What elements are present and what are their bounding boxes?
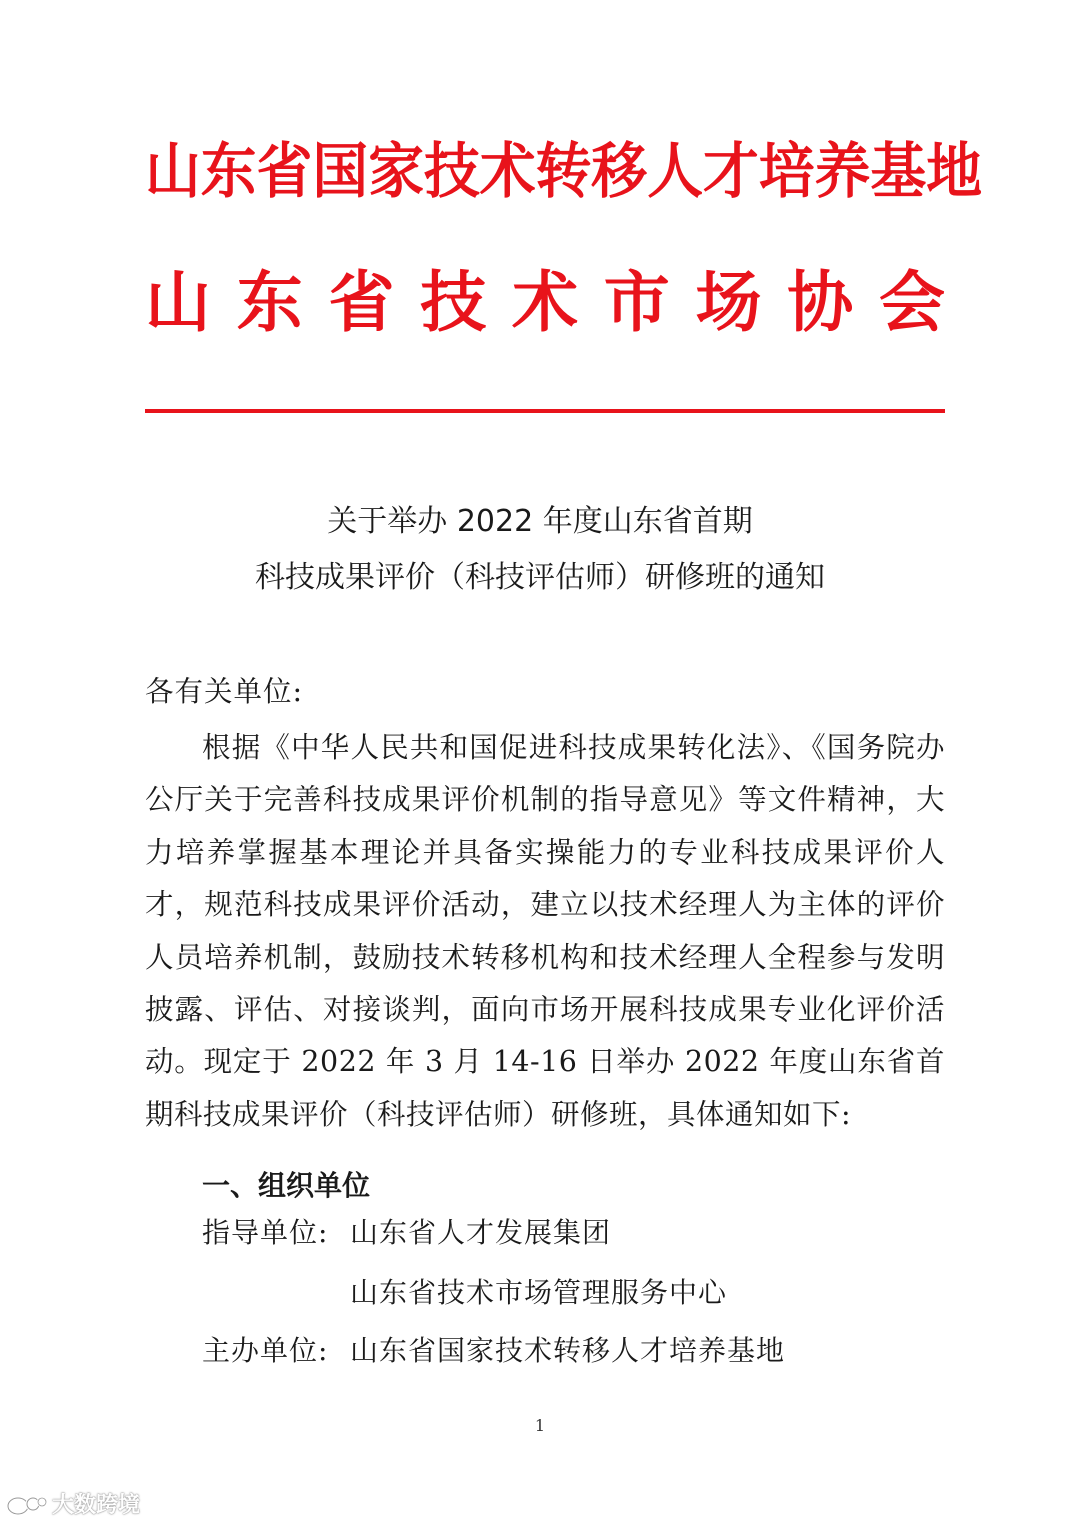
document-title-line-1: 关于举办 2022 年度山东省首期 (327, 504, 753, 539)
document-title-line-2: 科技成果评价（科技评估师）研修班的通知 (255, 560, 825, 595)
weibo-style-logo-icon (6, 1491, 48, 1517)
host-unit-label: 主办单位: (202, 1334, 329, 1367)
header-org-name-1: 山东省国家技术转移人才培养基地 (145, 137, 982, 207)
intro-paragraph: 根据《中华人民共和国促进科技成果转化法》、《国务院办公厅关于完善科技成果评价机制的指导意见》等文件精神，大力培养掌握基本理论并具备实操能力的专业科技成果评价人才，规范科技成果评价活动，建立以技术经理人为主体的评价人员培养机制，鼓励技术转移机构和技术经理人全程参与发明披露、评估、对接谈判，面向市场开展科技成果专业化评价活动。现定于 2022 年 3 月 14-16 日举办 2022 年度山东省首期科技成果评价（科技评估师）研修班，具体通知如下: (145, 731, 945, 1131)
section-heading-organizers: 一、组织单位 (202, 1169, 371, 1202)
watermark (6, 1488, 140, 1519)
header-org-name-2: 山东省技术市场协会 (145, 263, 945, 341)
watermark-text: 大数跨境 (52, 1493, 141, 1518)
header-divider (145, 409, 945, 413)
page-number: 1 (534, 1416, 546, 1435)
guiding-unit-label: 指导单位: (202, 1216, 329, 1249)
guiding-unit-2: 山东省技术市场管理服务中心 (350, 1276, 728, 1309)
guiding-unit-1: 山东省人才发展集团 (350, 1216, 612, 1249)
host-unit: 山东省国家技术转移人才培养基地 (350, 1334, 786, 1367)
salutation: 各有关单位: (145, 675, 304, 708)
